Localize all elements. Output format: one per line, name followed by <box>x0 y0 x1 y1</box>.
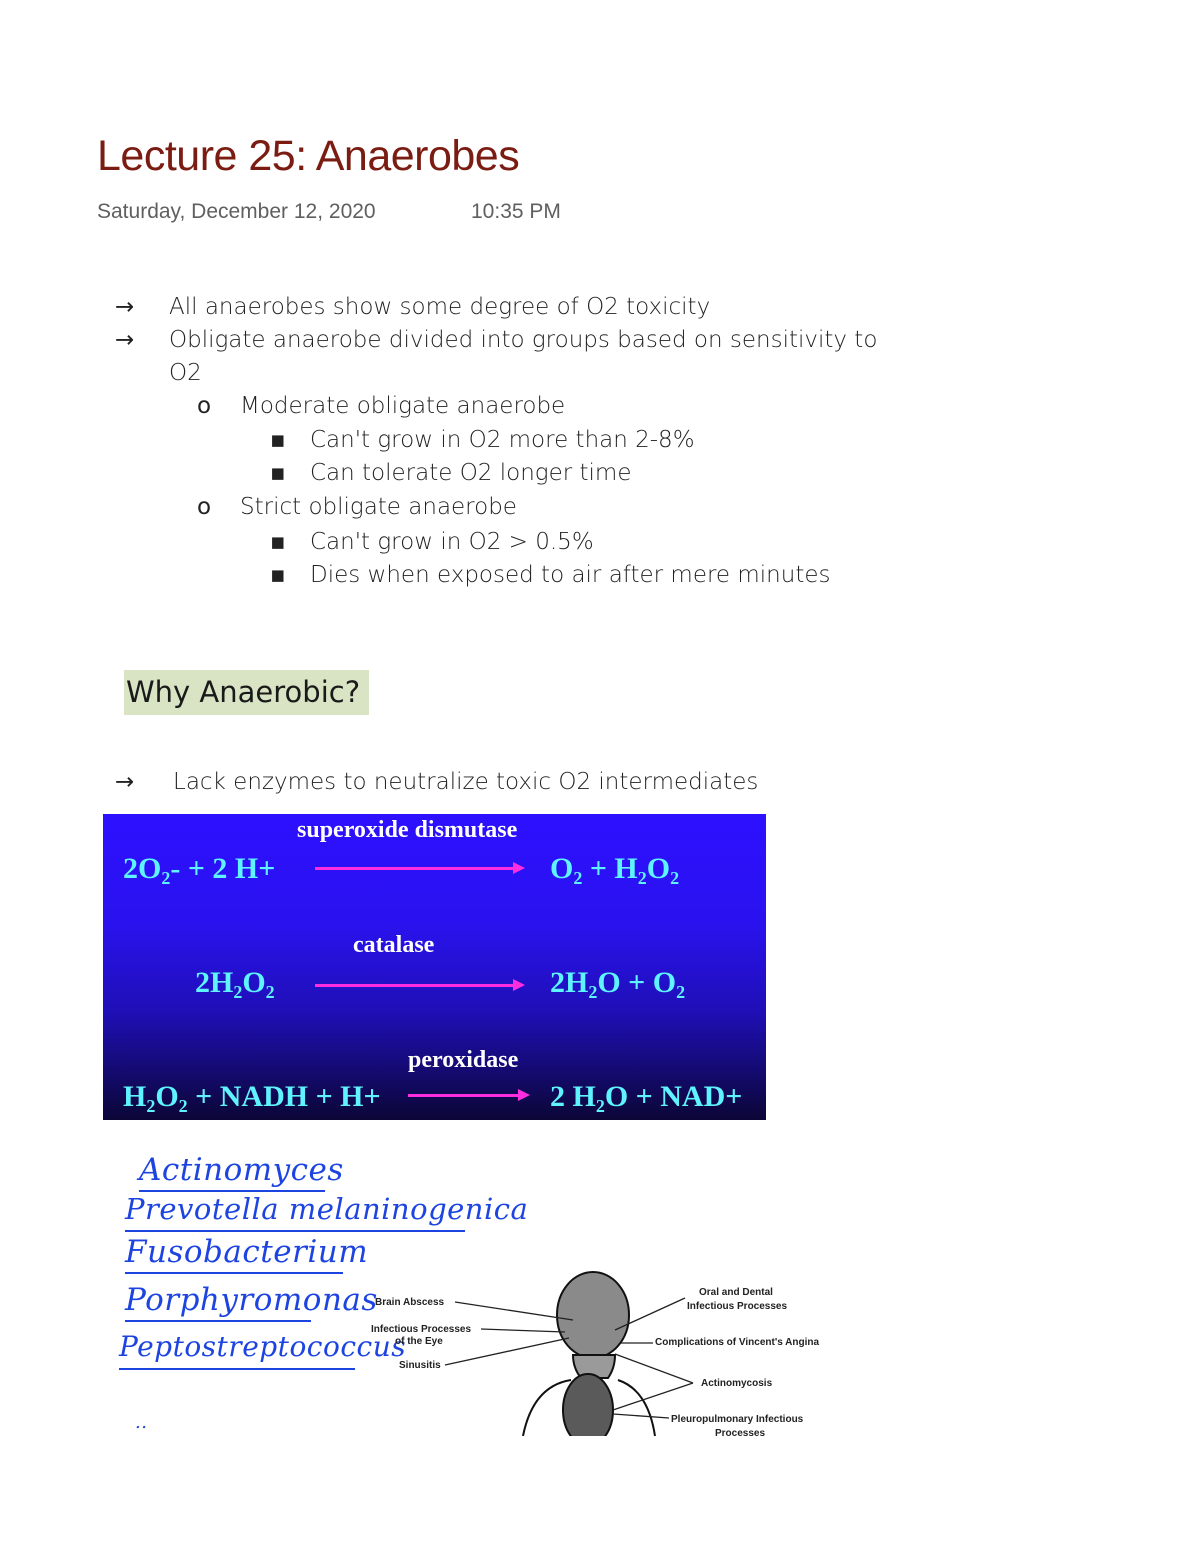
label-actinomycosis: Actinomycosis <box>701 1378 773 1389</box>
reaction-right: 2H₂O + O₂ <box>550 966 686 999</box>
organism-name: Porphyromonas <box>125 1282 378 1318</box>
enzyme-label: catalase <box>353 932 435 958</box>
reaction-arrow <box>315 984 515 987</box>
reaction-arrow <box>315 867 515 870</box>
square-bullet-icon: ▪ <box>270 427 286 453</box>
organism-name: Prevotella melaninogenica <box>125 1192 529 1226</box>
label-eye-2: of the Eye <box>395 1336 443 1347</box>
organism-name: Fusobacterium <box>125 1234 369 1270</box>
square-bullet-icon: ▪ <box>270 529 286 555</box>
circle-bullet-icon: o <box>197 393 212 419</box>
reaction-right: O₂ + H₂O₂ <box>550 852 680 885</box>
reaction-left: H₂O₂ + NADH + H+ <box>123 1080 381 1113</box>
label-pleuro-1: Pleuropulmonary Infectious <box>671 1414 804 1425</box>
page-date: Saturday, December 12, 2020 <box>97 200 376 223</box>
label-pleuro-2: Processes <box>715 1428 766 1436</box>
enzyme-label: peroxidase <box>408 1047 519 1073</box>
organism-name: Peptostreptococcus <box>119 1330 407 1363</box>
bullet-strict-a: Can't grow in O2 > 0.5% <box>310 529 594 555</box>
reaction-left: 2H₂O₂ <box>195 966 275 999</box>
section-heading: Why Anaerobic? <box>124 670 369 715</box>
label-sinusitis: Sinusitis <box>399 1360 441 1371</box>
bullet-o2-toxicity: All anaerobes show some degree of O2 toxicity <box>169 294 711 320</box>
arrow-bullet-icon: → <box>115 294 135 320</box>
label-oral-2: Infectious Processes <box>687 1301 788 1312</box>
arrow-bullet-icon: → <box>115 769 135 795</box>
reaction-arrow <box>408 1094 520 1097</box>
anaerobe-infection-sites-image <box>103 1140 833 1436</box>
label-brain-abscess: Brain Abscess <box>375 1297 445 1308</box>
square-bullet-icon: ▪ <box>270 460 286 486</box>
reaction-left: 2O₂- + 2 H+ <box>123 852 276 885</box>
bullet-moderate-b: Can tolerate O2 longer time <box>310 460 632 486</box>
label-vincent: Complications of Vincent's Angina <box>655 1337 820 1348</box>
label-eye-1: Infectious Processes <box>371 1324 472 1335</box>
organism-name: Actinomyces <box>139 1152 344 1188</box>
page-time: 10:35 PM <box>471 200 561 223</box>
bullet-moderate: Moderate obligate anaerobe <box>240 393 566 419</box>
enzyme-label: superoxide dismutase <box>297 817 518 843</box>
bullet-strict: Strict obligate anaerobe <box>240 494 517 520</box>
page-title: Lecture 25: Anaerobes <box>97 132 520 180</box>
bullet-obligate-groups: Obligate anaerobe divided into groups based on sensitivity to <box>169 327 878 353</box>
bullet-strict-b: Dies when exposed to air after mere minutes <box>310 562 831 588</box>
enzyme-reactions-image <box>103 814 766 1120</box>
arrow-bullet-icon: → <box>115 327 135 353</box>
body-silhouette <box>523 1272 655 1436</box>
circle-bullet-icon: o <box>197 494 212 520</box>
organism-fragment: .. <box>135 1412 148 1433</box>
bullet-moderate-a: Can't grow in O2 more than 2-8% <box>310 427 695 453</box>
bullet-obligate-groups-cont: O2 <box>169 360 202 386</box>
bullet-lack-enzymes: Lack enzymes to neutralize toxic O2 intermediates <box>173 769 759 795</box>
label-oral-1: Oral and Dental <box>699 1287 773 1298</box>
square-bullet-icon: ▪ <box>270 562 286 588</box>
reaction-right: 2 H₂O + NAD+ <box>550 1080 743 1113</box>
